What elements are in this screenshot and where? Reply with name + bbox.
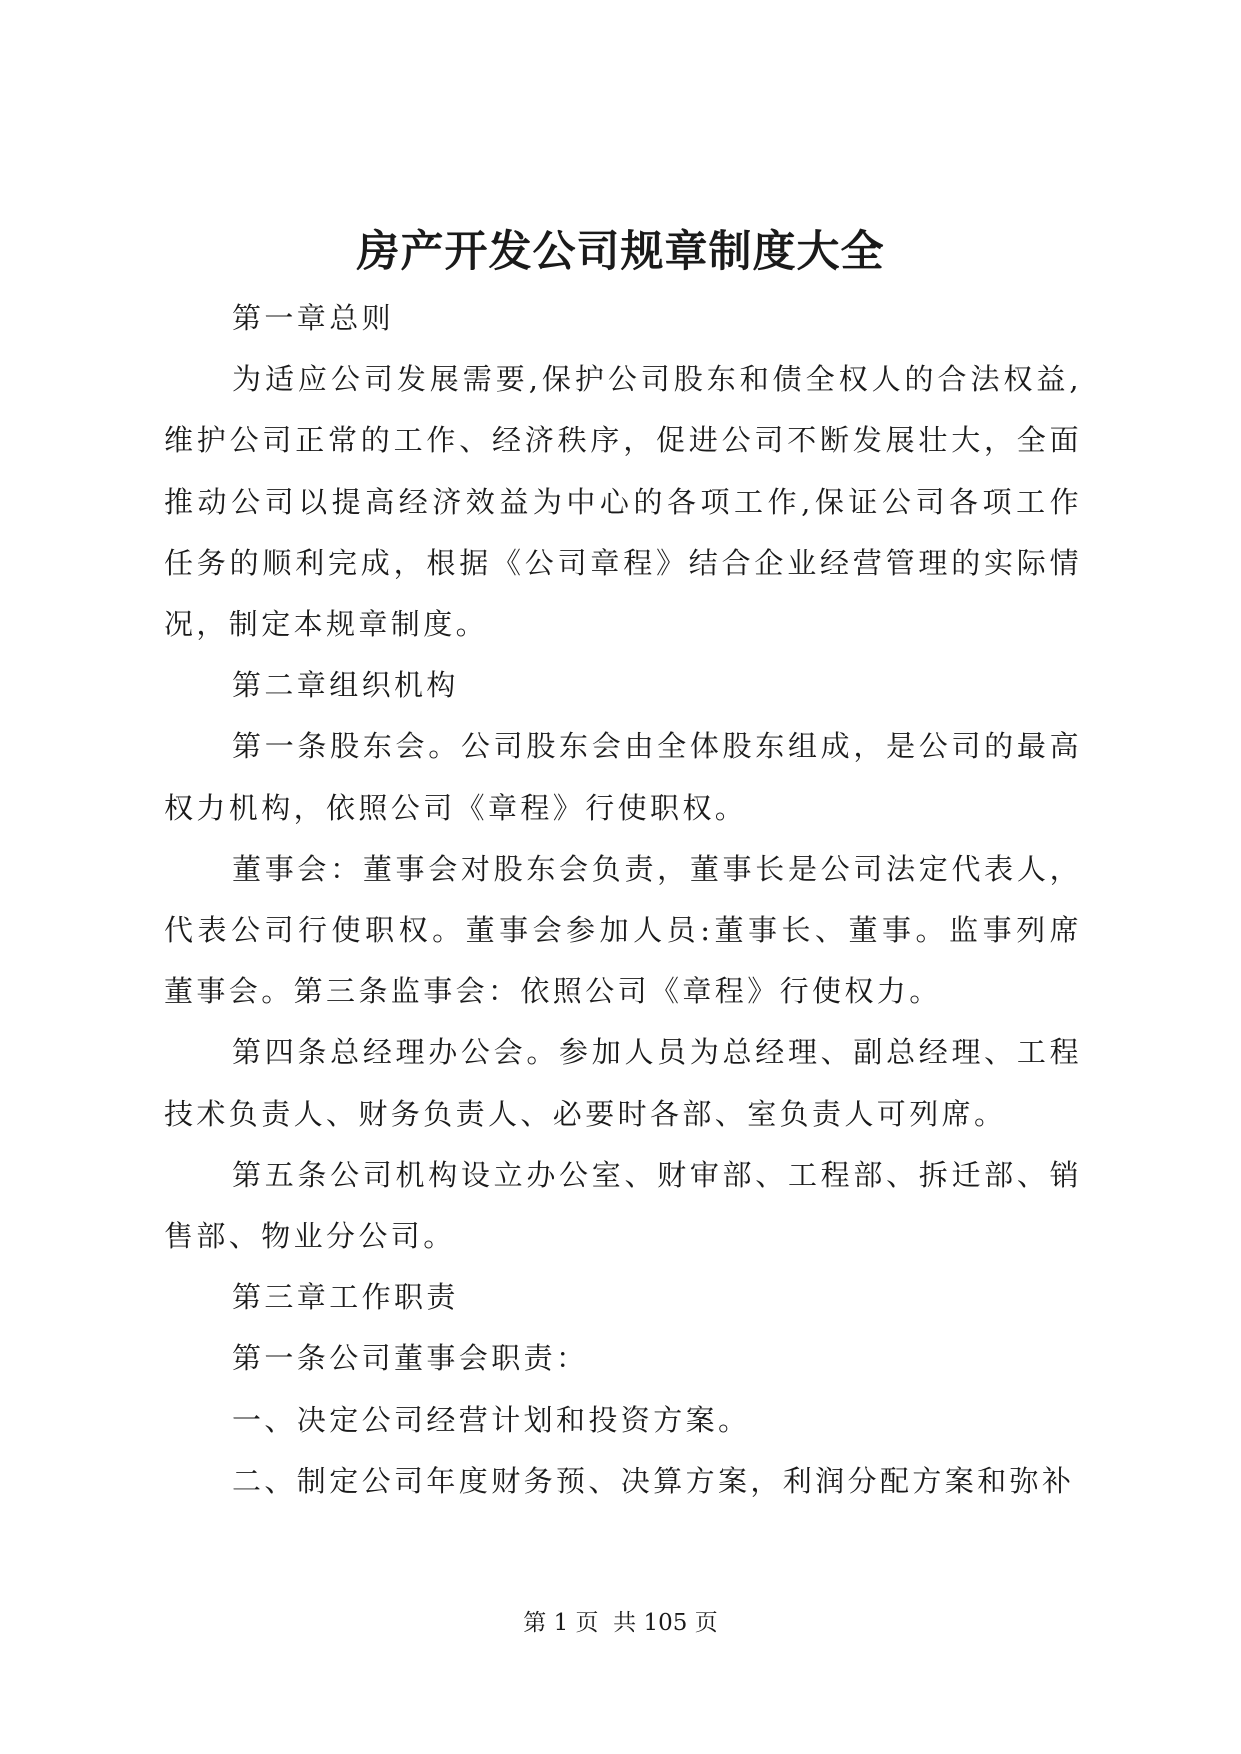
page-total: 共 105 页 [613,1610,718,1636]
paragraph: 第五条公司机构设立办公室、财审部、工程部、拆迁部、销售部、物业分公司。 [164,1157,1082,1254]
list-item: 一、决定公司经营计划和投资方案。 [232,1402,751,1437]
list-item: 二、制定公司年度财务预、决算方案，利润分配方案和弥补 [232,1463,1075,1498]
chapter-heading: 第一章总则 [232,301,395,335]
chapter-heading: 第三章工作职责 [232,1280,459,1315]
page-number: 第 1 页 [523,1610,599,1636]
page-footer [0,1608,1241,1638]
paragraph: 第四条总经理办公会。参加人员为总经理、副总经理、工程技术负责人、财务负责人、必要时各部、室负责人可列席。 [164,1035,1082,1131]
paragraph: 为适应公司发展需要,保护公司股东和债全权人的合法权益,维护公司正常的工作、经济秩序，促进公司不断发展壮大，全面推动公司以提高经济效益为中心的各项工作,保证公司各项工作任务的顺利完成，根据《公司章程》结合企业经营管理的实际情况，制定本规章制度。 [164,362,1082,642]
chapter-heading: 第二章组织机构 [232,668,459,703]
paragraph: 董事会：董事会对股东会负责，董事长是公司法定代表人，代表公司行使职权。董事会参加人员:董事长、董事。监事列席董事会。第三条监事会：依照公司《章程》行使权力。 [164,851,1082,1009]
paragraph: 第一条公司董事会职责： [232,1341,589,1376]
document-body [164,288,1082,1512]
document-title: 房产开发公司规章制度大全 [356,227,885,277]
paragraph: 第一条股东会。公司股东会由全体股东组成，是公司的最高权力机构，依照公司《章程》行使职权。 [164,729,1082,825]
